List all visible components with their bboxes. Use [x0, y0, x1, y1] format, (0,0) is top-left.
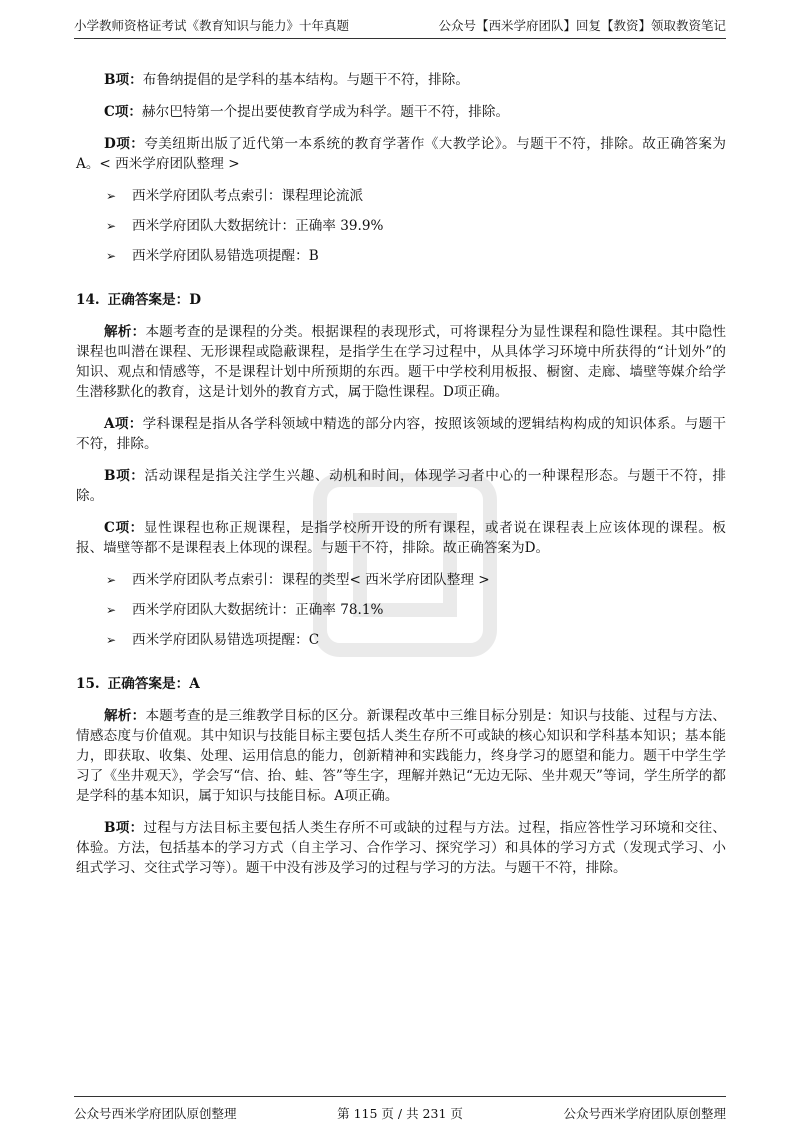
question-number: 14.: [76, 292, 100, 308]
list-item: [76, 600, 726, 630]
option-label: C项：: [104, 520, 144, 536]
list-item: [76, 630, 726, 660]
analysis-text: 本题考查的是三维教学目标的区分。新课程改革中三维目标分别是：知识与技能、过程与方法、情感态度与价值观。其中知识与技能目标主要包括人类生存所不可或缺的核心知识和学科基本知识；基本能力，即获取、收集、处理、运用信息的能力，创新精神和实践能力，终身学习的愿望和能力。题干中学生学习了《坐井观天》，学会写“信、抬、蛙、答”等生字，理解并熟记“无边无际、坐井观天”等词，学生所学的都是学科的基本知识，属于知识与技能目标。A项正确。: [76, 708, 726, 804]
option-b-paragraph: [76, 70, 726, 90]
list-item: [76, 186, 726, 216]
analysis-paragraph: [76, 322, 726, 402]
arrow-bullet-icon: ➢: [106, 249, 117, 263]
header-left: 小学教师资格证考试《教育知识与能力》十年真题: [74, 18, 350, 33]
list-item: [76, 570, 726, 600]
footer-right: 公众号西米学府团队原创整理: [563, 1106, 726, 1121]
question-15-heading: [76, 674, 726, 694]
arrow-bullet-icon: ➢: [106, 603, 117, 617]
question-14-heading: [76, 290, 726, 310]
list-item-text: 西米学府团队考点索引：课程理论流派: [132, 188, 364, 204]
arrow-bullet-icon: ➢: [106, 633, 117, 647]
question-answer: 正确答案是：A: [107, 676, 200, 692]
bullet-list: [76, 570, 726, 660]
option-text: 活动课程是指关注学生兴趣、动机和时间，体现学习者中心的一种课程形态。与题干不符，排除。: [76, 468, 726, 504]
option-text: 布鲁纳提倡的是学科的基本结构。与题干不符，排除。: [142, 72, 469, 88]
option-text: 过程与方法目标主要包括人类生存所不可或缺的过程与方法。过程，指应答性学习环境和交往、体验。方法，包括基本的学习方式（自主学习、合作学习、探究学习）和具体的学习方式（发现式学习、小组式学习、交往式学习等）。题干中没有涉及学习的过程与学习的方法。与题干不符，排除。: [76, 820, 726, 876]
document-body: [76, 70, 726, 890]
list-item-text: 西米学府团队易错选项提醒：B: [132, 248, 319, 264]
list-item-text: 西米学府团队大数据统计：正确率 78.1%: [132, 602, 384, 618]
list-item: [76, 246, 726, 276]
question-number: 15.: [76, 676, 100, 692]
list-item-text: 西米学府团队大数据统计：正确率 39.9%: [132, 218, 384, 234]
option-label: D项：: [104, 136, 145, 152]
page-header: [74, 10, 726, 39]
analysis-paragraph: [76, 706, 726, 806]
option-label: A项：: [104, 416, 143, 432]
option-text: 夸美纽斯出版了近代第一本系统的教育学著作《大教学论》。与题干不符，排除。故正确答案为A。< 西米学府团队整理 >: [76, 136, 726, 172]
page-footer: [74, 1096, 726, 1122]
option-text: 赫尔巴特第一个提出要使教育学成为科学。题干不符，排除。: [142, 104, 510, 120]
option-b-paragraph: [76, 818, 726, 878]
analysis-label: 解析：: [104, 708, 146, 724]
list-item-text: 西米学府团队考点索引：课程的类型< 西米学府团队整理 >: [132, 572, 490, 588]
analysis-label: 解析：: [104, 324, 146, 340]
option-label: B项：: [104, 820, 144, 836]
arrow-bullet-icon: ➢: [106, 573, 117, 587]
arrow-bullet-icon: ➢: [106, 219, 117, 233]
list-item-text: 西米学府团队易错选项提醒：C: [132, 632, 320, 648]
option-b-paragraph: [76, 466, 726, 506]
footer-left: 公众号西米学府团队原创整理: [74, 1106, 237, 1121]
list-item: [76, 216, 726, 246]
option-c-paragraph: [76, 102, 726, 122]
option-a-paragraph: [76, 414, 726, 454]
analysis-text: 本题考查的是课程的分类。根据课程的表现形式，可将课程分为显性课程和隐性课程。其中隐性课程也叫潜在课程、无形课程或隐蔽课程，是指学生在学习过程中，从具体学习环境中所获得的“计划外”的知识、观点和情感等，不是课程计划中所预期的东西。题干中学校利用板报、橱窗、走廊、墙壁等媒介给学生潜移默化的教育，这是计划外的教育方式，属于隐性课程。D项正确。: [76, 324, 726, 400]
option-text: 显性课程也称正规课程，是指学校所开设的所有课程，或者说在课程表上应该体现的课程。板报、墙壁等都不是课程表上体现的课程。与题干不符，排除。故正确答案为D。: [76, 520, 726, 556]
header-right: 公众号【西米学府团队】回复【教资】领取教资笔记: [438, 18, 726, 33]
option-label: B项：: [104, 468, 145, 484]
option-c-paragraph: [76, 518, 726, 558]
arrow-bullet-icon: ➢: [106, 189, 117, 203]
bullet-list: [76, 186, 726, 276]
option-label: C项：: [104, 104, 143, 120]
option-d-paragraph: [76, 134, 726, 174]
option-label: B项：: [104, 72, 143, 88]
question-answer: 正确答案是：D: [107, 292, 202, 308]
page-number: 第 115 页 / 共 231 页: [337, 1106, 463, 1121]
option-text: 学科课程是指从各学科领域中精选的部分内容，按照该领域的逻辑结构构成的知识体系。与题干不符，排除。: [76, 416, 726, 452]
